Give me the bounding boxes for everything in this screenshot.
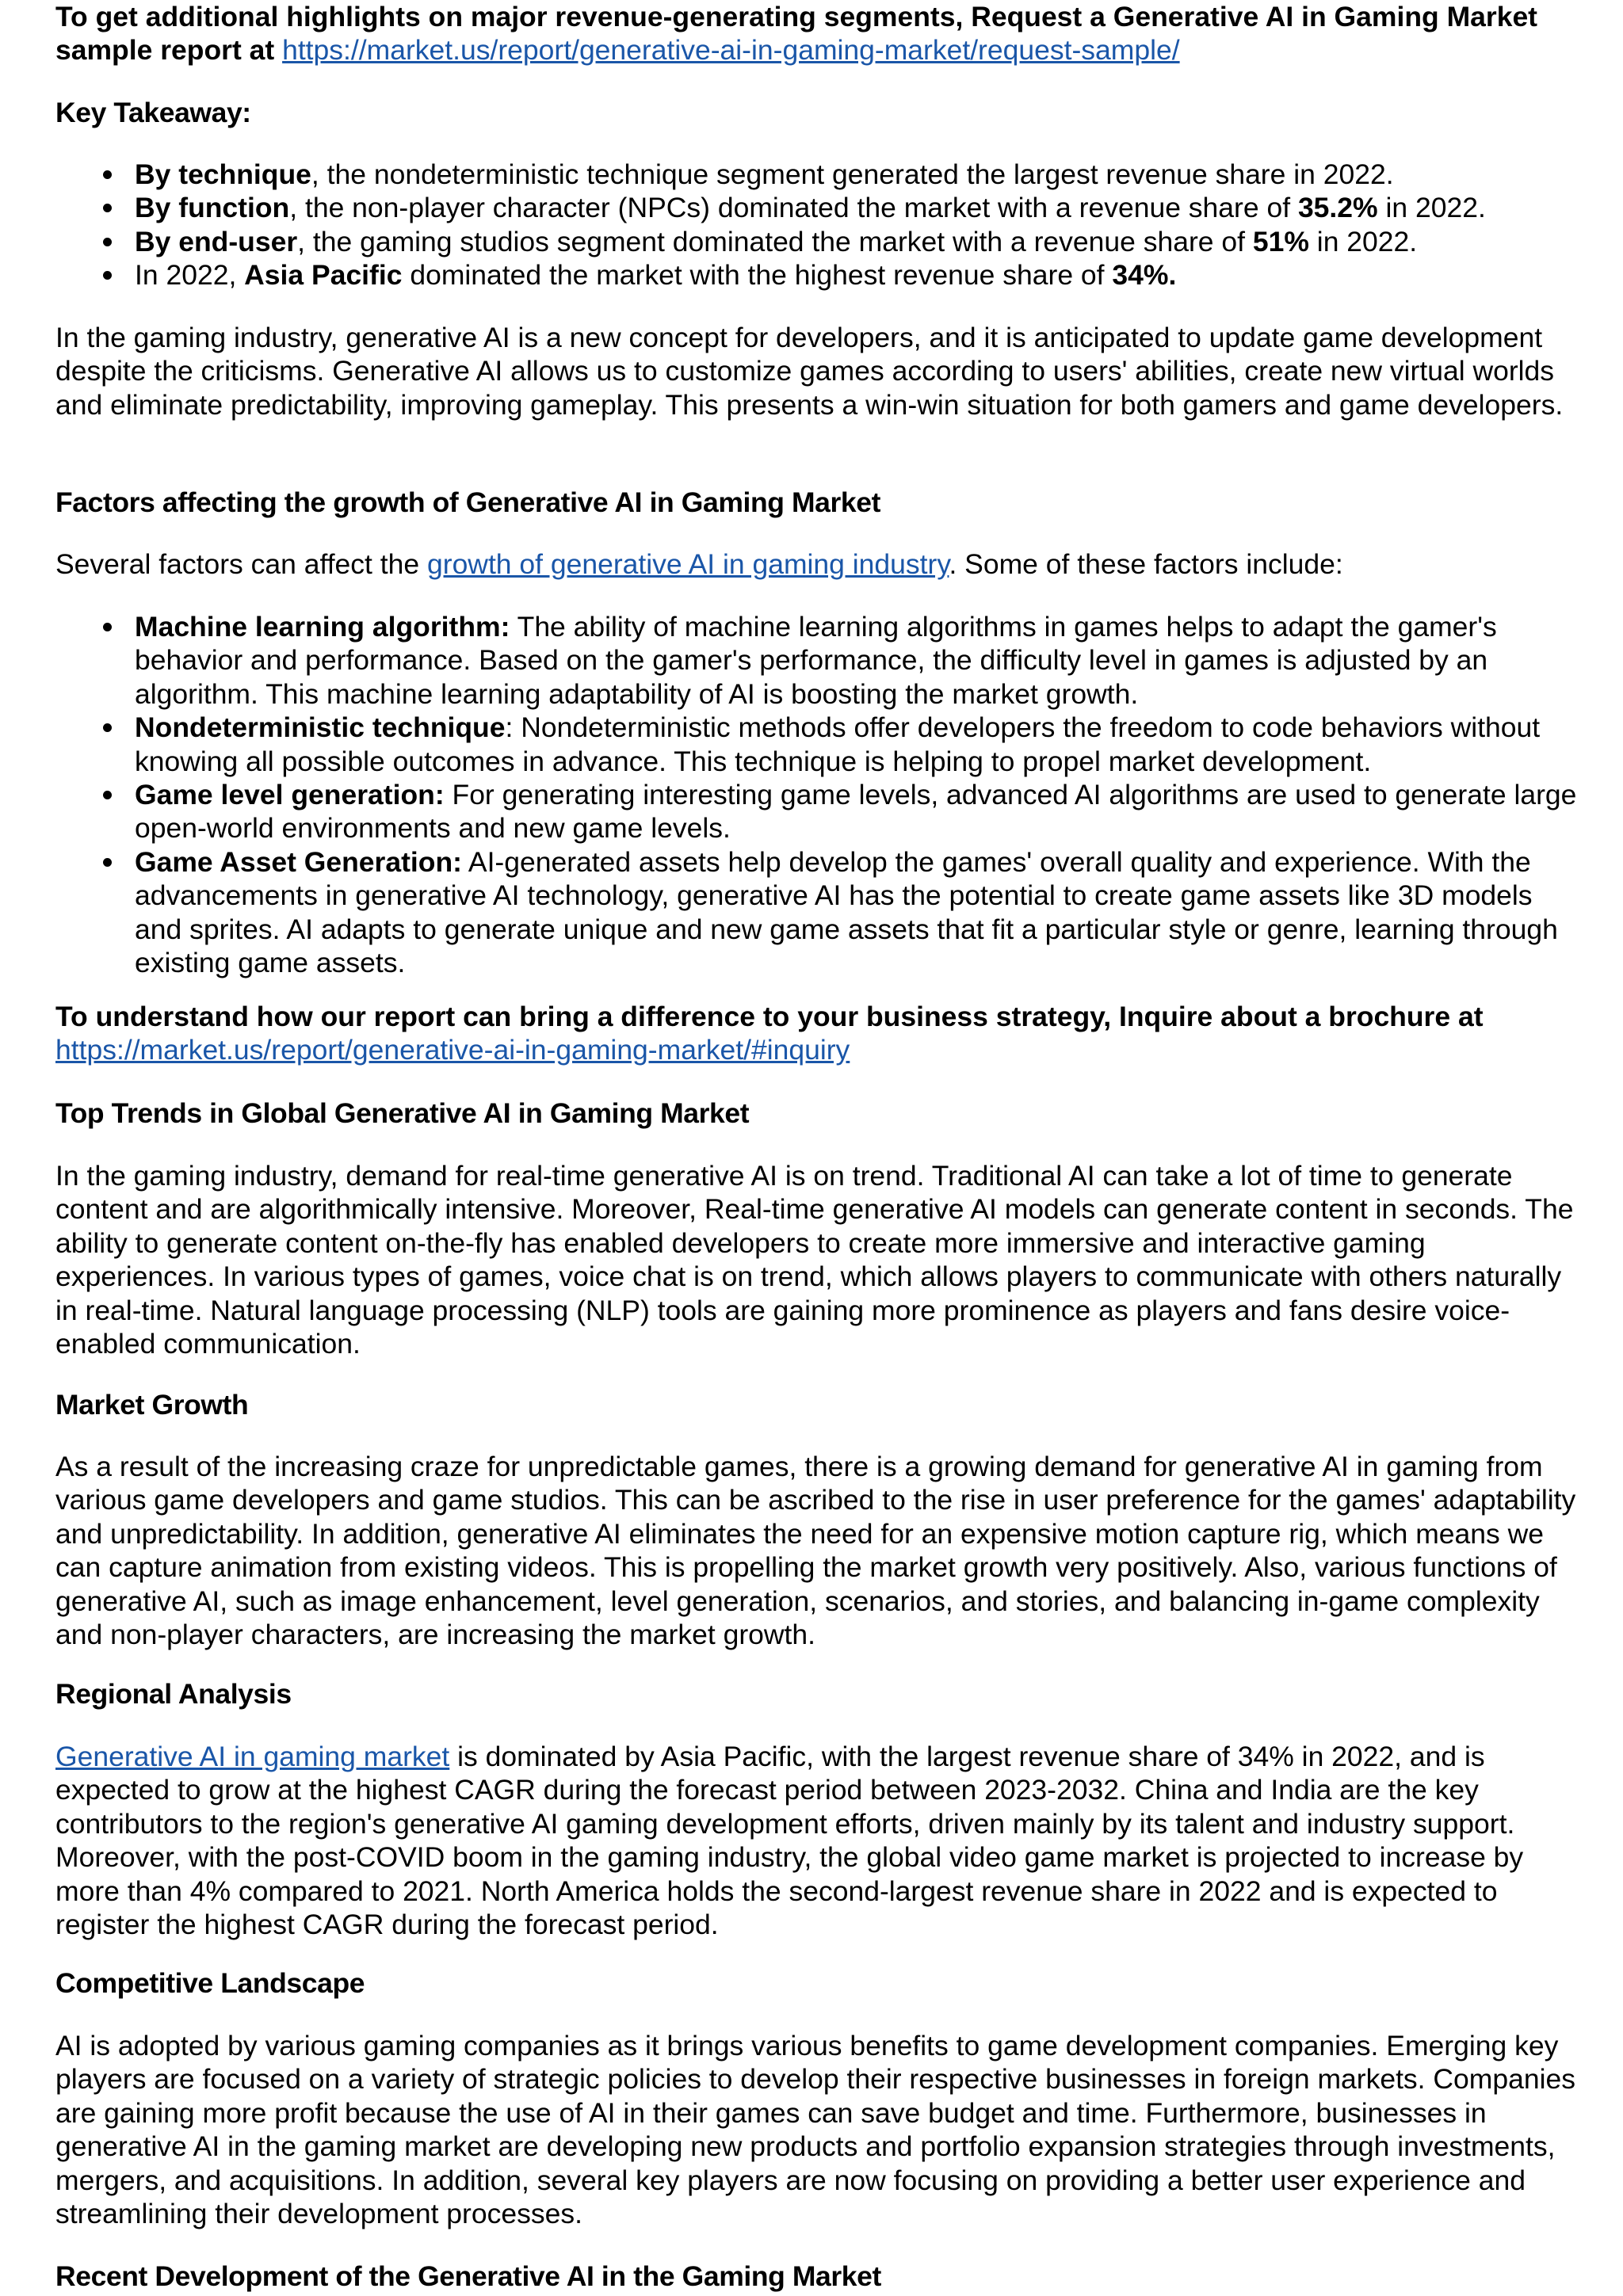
factor-label: Machine learning algorithm: [135,611,510,643]
competitive-paragraph: AI is adopted by various gaming companies as it brings various benefits to game development companies. Emerging key players are focused on a variety of strategic policies to develop their respective businesses in foreign markets. Companies are gaining more profit because the use of AI in their games can save budget and time. Furthermore, businesses in generative AI in the gaming market are developing new products and portfolio expansion strategies through investments, mergers, and acquisitions. In addition, several key players are now focusing on providing a better user experience and streamlining their development processes. [55,2030,1575,2230]
takeaway-text: , the non-player character (NPCs) dominated the market with a revenue share of [289,192,1298,224]
takeaway-text: , the gaming studios segment dominated the market with a revenue share of [297,225,1253,257]
list-item [55,610,1579,711]
list-item [55,845,1579,980]
factor-text: AI-generated assets help develop the games' overall quality and experience. With the advancements in generative AI technology, generative AI has the potential to create game assets like 3D models and sprites. AI adapts to generate unique and new game assets that fit a particular style or genre, learning through existing game assets. [135,845,1558,979]
factor-text: The ability of machine learning algorithms in games helps to adapt the gamer's behavior and performance. Based on the gamer's performance, the difficulty level in games is adjusted by an algorithm. This machine learning adaptability of AI is boosting the market growth. [135,611,1497,710]
inquiry-link[interactable]: https://market.us/report/generative-ai-in-gaming-market/#inquiry [55,1034,850,1066]
takeaway-value: 35.2% [1297,192,1378,224]
factor-label: Game level generation: [135,779,445,811]
list-item [55,711,1579,778]
bullet-icon [103,170,112,179]
inquiry-paragraph [55,1000,1579,1067]
takeaway-pre: In 2022, [135,259,245,292]
key-takeaway-list [55,158,1579,292]
factor-text: For generating interesting game levels, advanced AI algorithms are used to generate large open-world environments and new game levels. [135,779,1577,845]
factors-list [55,610,1579,979]
takeaway-value: 34%. [1112,259,1177,292]
growth-link[interactable]: growth of generative AI in gaming industry [427,548,949,580]
list-item [55,258,1579,292]
regional-text: is dominated by Asia Pacific, with the largest revenue share of 34% in 2022, and is expected to grow at the highest CAGR during the forecast period between 2023-2032. China and India are the key contributors to the region's generative AI gaming development efforts, driven mainly by its talent and industry support. Moreover, with the post-COVID boom in the gaming industry, the global video game market is projected to increase by more than 4% compared to 2021. North America holds the second-largest revenue share in 2022 and is expected to register the highest CAGR during the forecast period. [55,1741,1524,1941]
competitive-heading: Competitive Landscape [55,1967,365,1999]
intro-paragraph: In the gaming industry, generative AI is a new concept for developers, and it is anticipated to update game development despite the criticisms. Generative AI allows us to customize games according to users' abilities, create new virtual worlds and eliminate predictability, improving gameplay. This presents a win-win situation for both gamers and game developers. [55,322,1564,421]
list-item [55,191,1579,224]
bullet-icon [103,623,112,631]
growth-heading: Market Growth [55,1389,249,1421]
takeaway-label: Asia Pacific [244,259,403,292]
bullet-icon [103,723,112,732]
trends-paragraph: In the gaming industry, demand for real-time generative AI is on trend. Traditional AI can take a lot of time to generate content and are algorithmically intensive. Moreover, Real-time generative AI models can generate content in seconds. The ability to generate content on-the-fly has enabled developers to create more immersive and interactive gaming experiences. In various types of games, voice chat is on trend, which allows players to communicate with others naturally in real-time. Natural language processing (NLP) tools are gaining more prominence as players and fans desire voice-enabled communication. [55,1160,1574,1360]
bullet-icon [103,858,112,867]
regional-paragraph [55,1740,1579,1941]
gaming-market-link[interactable]: Generative AI in gaming market [55,1741,450,1772]
regional-heading: Regional Analysis [55,1678,292,1710]
list-item [55,225,1579,258]
factor-label: Nondeterministic technique [135,711,506,744]
inquiry-text: To understand how our report can bring a difference to your business strategy, Inquire about a brochure at [55,1001,1484,1032]
factor-label: Game Asset Generation: [135,845,462,878]
takeaway-tail: in 2022. [1308,225,1418,257]
takeaway-text: , the nondeterministic technique segment generated the largest revenue share in 2022. [311,158,1394,190]
factor-text: : Nondeterministic methods offer developers the freedom to code behaviors without knowing all possible outcomes in advance. This technique is helping to propel market development. [135,711,1541,777]
bullet-icon [103,204,112,212]
takeaway-value: 51% [1252,225,1309,257]
list-item [55,778,1579,845]
factors-lead-tail: . Some of these factors include: [949,548,1343,580]
takeaway-label: By technique [135,158,311,190]
bullet-icon [103,238,112,246]
factors-heading: Factors affecting the growth of Generative AI in Gaming Market [55,486,881,518]
sample-request-text: To get additional highlights on major revenue-generating segments, Request a Generative AI in Gaming Market sample report at [55,1,1538,67]
factors-lead-text: Several factors can affect the [55,548,427,580]
growth-paragraph: As a result of the increasing craze for unpredictable games, there is a growing demand for generative AI in gaming from various game developers and game studios. This can be ascribed to the rise in user preference for the games' adaptability and unpredictability. In addition, generative AI eliminates the need for an expensive motion capture rig, which means we can capture animation from existing videos. This is propelling the market growth very positively. Also, various functions of generative AI, such as image enhancement, level generation, scenarios, and stories, and balancing in-game complexity and non-player characters, are increasing the market growth. [55,1451,1576,1651]
bullet-icon [103,791,112,799]
takeaway-tail: in 2022. [1377,192,1486,224]
factors-lead [55,547,1579,581]
takeaway-label: By function [135,192,290,224]
takeaway-label: By end-user [135,225,298,257]
sample-request-link[interactable]: https://market.us/report/generative-ai-in-gaming-market/request-sample/ [282,34,1180,67]
trends-heading: Top Trends in Global Generative AI in Gaming Market [55,1097,750,1129]
takeaway-text: dominated the market with the highest revenue share of [402,259,1113,292]
key-takeaway-heading: Key Takeaway: [55,97,251,128]
sample-request-paragraph [55,0,1579,67]
recent-heading: Recent Development of the Generative AI in the Gaming Market [55,2260,881,2292]
bullet-icon [103,271,112,280]
list-item [55,158,1579,191]
